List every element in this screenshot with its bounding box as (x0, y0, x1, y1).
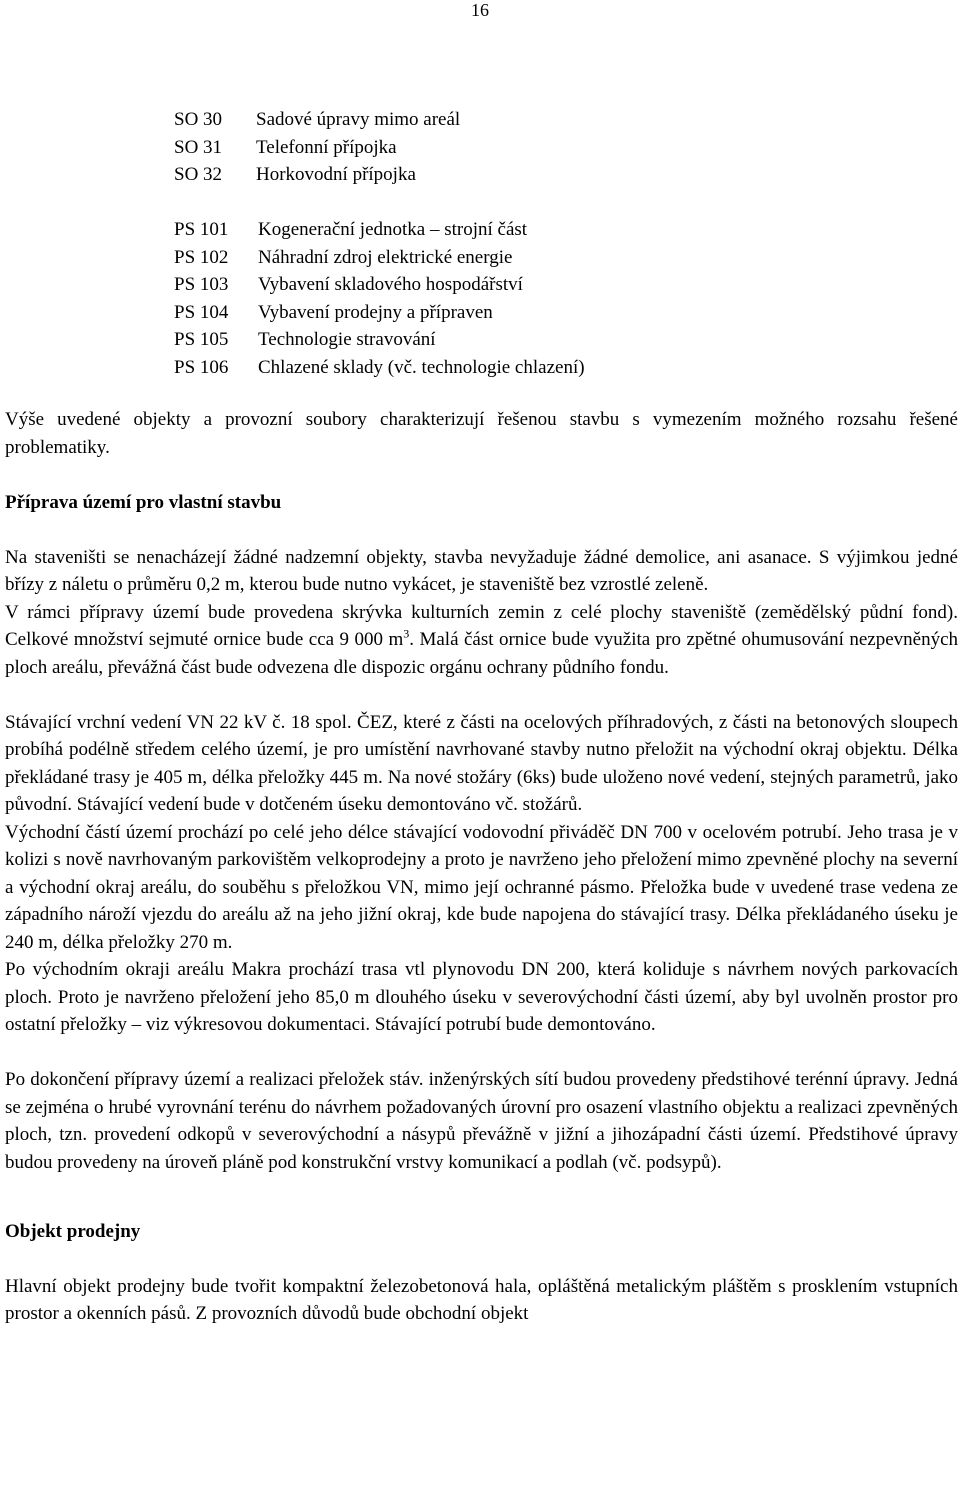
paragraph-store-building: Hlavní objekt prodejny bude tvořit kompaktní železobetonová hala, opláštěná metalickým pláštěm s prosklením vstupních prostor a okenních pásů. Z provozních důvodů bude obchodní objekt (5, 1275, 958, 1324)
intro-paragraph: Výše uvedené objekty a provozní soubory charakterizují řešenou stavbu s vymezením možného rozsahu řešené problematiky. (5, 409, 958, 458)
page-number: 16 (471, 0, 489, 20)
unit-code: PS 102 (174, 246, 229, 268)
list-item (174, 271, 585, 299)
paragraph-gas-line: Po východním okraji areálu Makra prochází trasa vtl plynovodu DN 200, která koliduje s návrhem nových parkovacích ploch. Proto je navrženo přeložení jeho 85,0 m dlouhého úseku v severovýchodní části území, aby byl uvolněn prostor pro ostatní přeložky – viz výkresovou dokumentaci. Stávající potrubí bude demontováno. (5, 959, 958, 1035)
object-code: SO 31 (174, 136, 223, 158)
section-heading-site-preparation: Příprava území pro vlastní stavbu (5, 491, 282, 513)
paragraph-topsoil-text: V rámci přípravy území bude provedena skrývka kulturních zemin z celé plochy staveniště (zemědělský půdní fond). Celkové množství sejmuté ornice bude cca 9 000 m (5, 601, 958, 650)
object-name: Horkovodní přípojka (256, 164, 416, 185)
unit-code: PS 106 (174, 356, 229, 378)
unit-name: Vybavení skladového hospodářství (258, 274, 523, 295)
list-item (174, 134, 460, 162)
object-name: Sadové úpravy mimo areál (256, 109, 461, 130)
unit-name: Náhradní zdroj elektrické energie (258, 246, 513, 268)
paragraph-topsoil-text-cont: . Malá část ornice bude využita pro zpětné ohumusování nezpevněných ploch areálu, převážná část bude odvezena dle dispozic orgánu ochrany půdního fondu. (5, 629, 958, 678)
unit-code: PS 101 (174, 219, 229, 240)
object-name: Telefonní přípojka (256, 136, 397, 158)
list-item (174, 354, 585, 382)
list-item (174, 161, 460, 189)
object-code: SO 32 (174, 164, 223, 185)
paragraph-power-line: Stávající vrchní vedení VN 22 kV č. 18 spol. ČEZ, které z části na ocelových příhradových, z části na betonových sloupech probíhá podélně středem celého území, je pro umístění navrhované stavby nutno přeložit na východní okraj objektu. Délka překládané trasy je 405 m, délka přeložky 445 m. Na nové stožáry (6ks) bude uloženo nové vedení, stejných parametrů, jako původní. Stávající vedení bude v dotčeném úseku demontováno vč. stožárů. (5, 711, 958, 815)
unit-code: PS 105 (174, 329, 229, 350)
object-code: SO 30 (174, 109, 223, 130)
paragraph-site-state: Na staveništi se nenacházejí žádné nadzemní objekty, stavba nevyžaduje žádné demolice, ani asanace. S výjimkou jedné břízy z náletu o průměru 0,2 m, kterou bude nutno vykácet, je staveniště bez vzrostlé zeleně. (5, 546, 958, 595)
unit-name: Chlazené sklady (vč. technologie chlazení) (258, 356, 585, 378)
list-item (174, 299, 585, 327)
ps-operating-units-list (174, 216, 585, 381)
list-item (174, 244, 585, 272)
unit-code: PS 103 (174, 274, 229, 295)
unit-code: PS 104 (174, 301, 229, 323)
list-item (174, 326, 585, 354)
paragraph-terrain-works: Po dokončení přípravy území a realizaci přeložek stáv. inženýrských sítí budou provedeny předstihové terénní úpravy. Jedná se zejména o hrubé vyrovnání terénu do návrhem požadovaných úrovní pro osazení vlastního objektu a realizaci zpevněných ploch, tzn. provedení odkopů v severovýchodní a násypů převážně v jižní a jihozápadní části území. Předstihové úpravy budou provedeny na úroveň pláně pod konstrukční vrstvy komunikací a podlah (vč. podsypů). (5, 1069, 958, 1173)
paragraph-topsoil (5, 599, 958, 682)
list-item (174, 216, 585, 244)
unit-name: Technologie stravování (258, 329, 436, 350)
superscript-cubed: 3 (403, 626, 410, 641)
paragraph-water-main: Východní částí území prochází po celé jeho délce stávající vodovodní přiváděč DN 700 v ocelovém potrubí. Jeho trasa je v kolizi s nově navrhovaným parkovištěm velkoprodejny a proto je navrženo jeho přeložení mimo zpevněné plochy na severní a východní okraj areálu, do souběhu s přeložkou VN, mimo její ochranné pásmo. Přeložka bude v uvedené trase vedena ze západního nároží vjezdu do areálu až na jeho jižní okraj, kde bude napojena do stávající trasy. Délka překládaného úseku je 240 m, délka přeložky 270 m. (5, 821, 958, 953)
document-body (5, 406, 958, 1328)
unit-name: Kogenerační jednotka – strojní část (258, 219, 528, 240)
so-object-list (174, 106, 460, 189)
list-item (174, 106, 460, 134)
section-heading-store-building: Objekt prodejny (5, 1220, 141, 1242)
unit-name: Vybavení prodejny a přípraven (258, 301, 493, 323)
